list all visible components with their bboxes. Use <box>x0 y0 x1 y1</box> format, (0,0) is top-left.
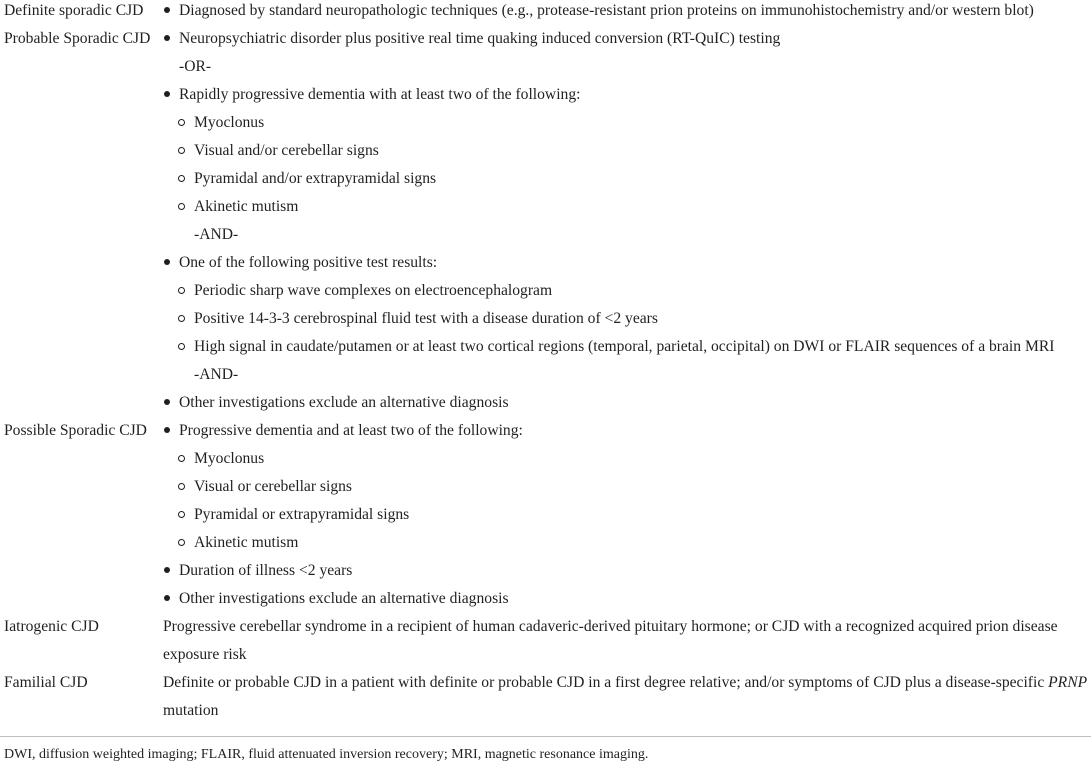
row-label-familial: Familial CJD <box>4 674 88 691</box>
row-label-probable: Probable Sporadic CJD <box>4 30 151 47</box>
sub-criterion-text: Positive 14-3-3 cerebrospinal fluid test with a disease duration of <2 years <box>194 310 658 327</box>
sub-criterion-text: Visual and/or cerebellar signs <box>194 142 379 159</box>
sub-criterion-text: Pyramidal or extrapyramidal signs <box>194 506 410 523</box>
criterion-text: Neuropsychiatric disorder plus positive real time quaking induced conversion (RT-QuIC) testing <box>179 30 781 47</box>
row-familial <box>0 672 1091 700</box>
circle-bullet-icon <box>178 532 185 554</box>
bullet-icon <box>164 588 170 610</box>
circle-bullet-icon <box>178 308 185 330</box>
row-definite <box>0 0 1091 28</box>
list-item <box>0 392 1091 420</box>
sub-item <box>0 448 1091 476</box>
sub-item <box>0 532 1091 560</box>
sub-criterion-text: High signal in caudate/putamen or at least two cortical regions (temporal, parietal, occipital) on DWI or FLAIR sequences of a brain MRI <box>194 338 1055 355</box>
row-label-iatrogenic: Iatrogenic CJD <box>4 618 99 635</box>
bullet-icon <box>164 0 170 22</box>
gene-name: PRNP <box>1048 674 1088 691</box>
sub-item <box>0 308 1091 336</box>
connector-and <box>0 224 1091 252</box>
criterion-text-main: Definite or probable CJD in a patient with definite or probable CJD in a first degree relative; and/or symptoms of CJD plus a disease-specific <box>163 674 1049 691</box>
row-label-possible: Possible Sporadic CJD <box>4 422 147 439</box>
list-item <box>0 560 1091 588</box>
circle-bullet-icon <box>178 140 185 162</box>
circle-bullet-icon <box>178 196 185 218</box>
criterion-text: mutation <box>163 702 219 719</box>
circle-bullet-icon <box>178 336 185 358</box>
criterion-text <box>163 672 1087 694</box>
sub-item <box>0 112 1091 140</box>
row-iatrogenic-cont <box>0 644 1091 672</box>
criterion-text: Rapidly progressive dementia with at least two of the following: <box>179 86 581 103</box>
sub-item <box>0 168 1091 196</box>
sub-criterion-text: Akinetic mutism <box>194 534 299 551</box>
footnote-divider <box>0 736 1091 737</box>
criterion-text: Other investigations exclude an alternative diagnosis <box>179 394 509 411</box>
sub-criterion-text: Pyramidal and/or extrapyramidal signs <box>194 170 437 187</box>
connector-or <box>0 56 1091 84</box>
criterion-text: Duration of illness <2 years <box>179 562 353 579</box>
list-item <box>0 588 1091 616</box>
sub-item <box>0 196 1091 224</box>
bullet-icon <box>164 420 170 442</box>
sub-criterion-text: Visual or cerebellar signs <box>194 478 352 495</box>
circle-bullet-icon <box>178 112 185 134</box>
connector-text: -OR- <box>179 58 212 75</box>
row-label-definite: Definite sporadic CJD <box>4 2 144 19</box>
bullet-icon <box>164 28 170 50</box>
list-item <box>0 84 1091 112</box>
sub-criterion-text: Myoclonus <box>194 114 265 131</box>
circle-bullet-icon <box>178 476 185 498</box>
sub-item <box>0 140 1091 168</box>
criterion-text: Other investigations exclude an alternative diagnosis <box>179 590 509 607</box>
sub-criterion-text: Myoclonus <box>194 450 265 467</box>
criterion-text: Progressive dementia and at least two of the following: <box>179 422 523 439</box>
sub-item <box>0 336 1091 364</box>
bullet-icon <box>164 560 170 582</box>
row-familial-cont <box>0 700 1091 728</box>
criterion-text: Progressive cerebellar syndrome in a recipient of human cadaveric-derived pituitary hormone; or CJD with a recognized acquired prion disease <box>163 618 1058 635</box>
sub-item <box>0 504 1091 532</box>
bullet-icon <box>164 392 170 414</box>
row-possible <box>0 420 1091 448</box>
row-iatrogenic <box>0 616 1091 644</box>
sub-item <box>0 280 1091 308</box>
bullet-icon <box>164 252 170 274</box>
criterion-text: One of the following positive test results: <box>179 254 438 271</box>
circle-bullet-icon <box>178 504 185 526</box>
connector-text: -AND- <box>194 226 239 243</box>
connector-and <box>0 364 1091 392</box>
list-item <box>0 252 1091 280</box>
circle-bullet-icon <box>178 168 185 190</box>
sub-criterion-text: Periodic sharp wave complexes on electroencephalogram <box>194 282 553 299</box>
criterion-text: Diagnosed by standard neuropathologic techniques (e.g., protease-resistant prion proteins on immunohistochemistry and/or western blot) <box>179 2 1034 19</box>
footnote: DWI, diffusion weighted imaging; FLAIR, fluid attenuated inversion recovery; MRI, magnetic resonance imaging. <box>4 747 649 762</box>
criterion-text: exposure risk <box>163 646 247 663</box>
sub-item <box>0 476 1091 504</box>
row-probable <box>0 28 1091 56</box>
circle-bullet-icon <box>178 280 185 302</box>
sub-criterion-text: Akinetic mutism <box>194 198 299 215</box>
circle-bullet-icon <box>178 448 185 470</box>
bullet-icon <box>164 84 170 106</box>
connector-text: -AND- <box>194 366 239 383</box>
